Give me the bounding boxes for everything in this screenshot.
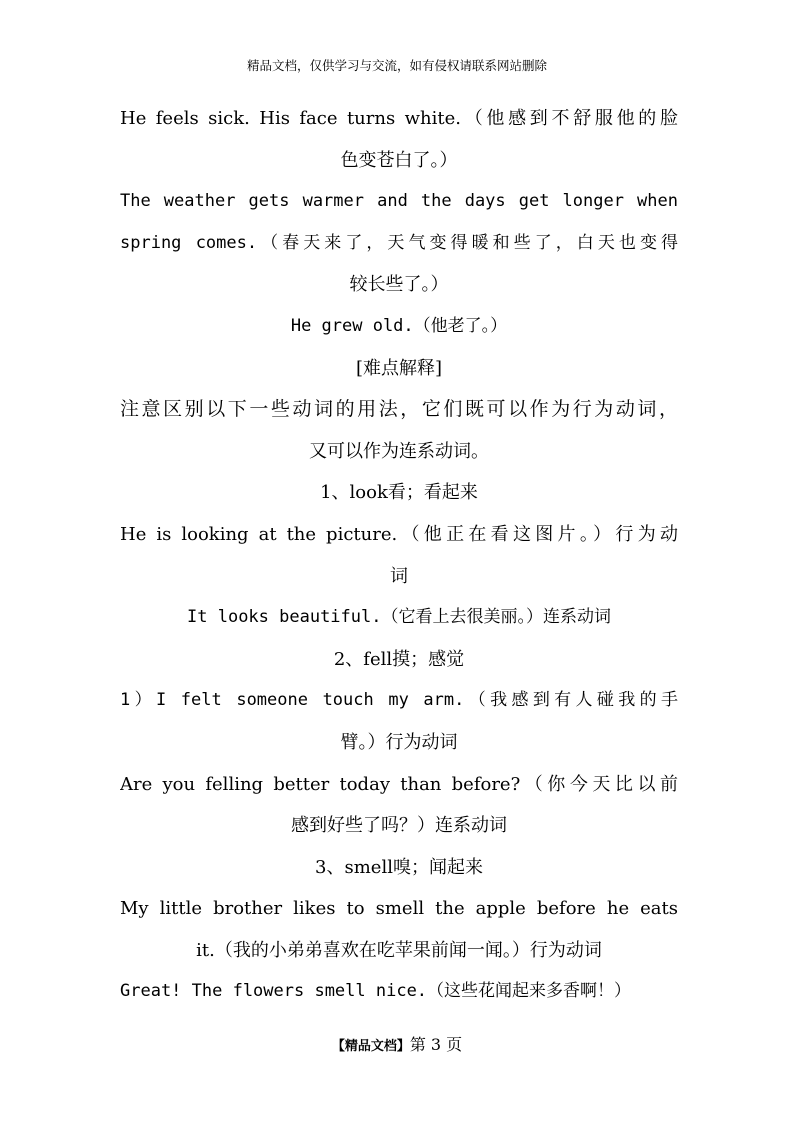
page-footer	[0, 1034, 794, 1058]
text-line: The weather gets warmer and the days get longer when	[120, 191, 678, 212]
text-line: 注意区别以下一些动词的用法，它们既可以作为行为动词，	[120, 398, 678, 421]
document-body	[120, 98, 678, 1013]
text-line: 较长些了。）	[349, 274, 449, 296]
text-line: 又可以作为连系动词。	[309, 440, 489, 462]
text-line: 1）I felt someone touch my arm.（我感到有人碰我的手	[120, 690, 678, 711]
page-number: 第 3 页	[409, 1035, 463, 1054]
text-line: He is looking at the picture.（他正在看这图片。）行为动	[120, 523, 678, 545]
text-line: He grew old.（他老了。）	[290, 315, 508, 336]
document-header: 精品文档，仅供学习与交流，如有侵权请联系网站删除	[246, 58, 547, 73]
text-line: 色变苍白了。）	[340, 149, 458, 171]
text-line: He feels sick. His face turns white.（他感到不舒服他的脸	[120, 108, 678, 129]
text-line: 感到好些了吗？）连系动词	[291, 815, 507, 837]
text-line: Are you felling better today than before?（你今天比以前	[120, 773, 678, 795]
text-line: 词	[390, 565, 408, 587]
subheading: 2、fell摸；感觉	[333, 648, 465, 670]
footer-brand: 【精品文档】	[331, 1039, 410, 1054]
text-line: It looks beautiful.（它看上去很美丽。）连系动词	[187, 607, 611, 628]
text-line: spring comes.（春天来了，天气变得暖和些了，白天也变得	[120, 232, 678, 253]
text-line: Great! The flowers smell nice.（这些花闻起来多香啊！）	[120, 981, 632, 1002]
section-heading: [难点解释]	[355, 357, 443, 379]
text-line: it.（我的小弟弟喜欢在吃苹果前闻一闻。）行为动词	[196, 939, 602, 961]
text-line: My little brother likes to smell the apple before he eats	[120, 898, 678, 920]
subheading: 3、smell嗅；闻起来	[315, 856, 483, 878]
subheading: 1、look看；看起来	[320, 482, 478, 504]
text-line: 臂。）行为动词	[340, 731, 458, 753]
